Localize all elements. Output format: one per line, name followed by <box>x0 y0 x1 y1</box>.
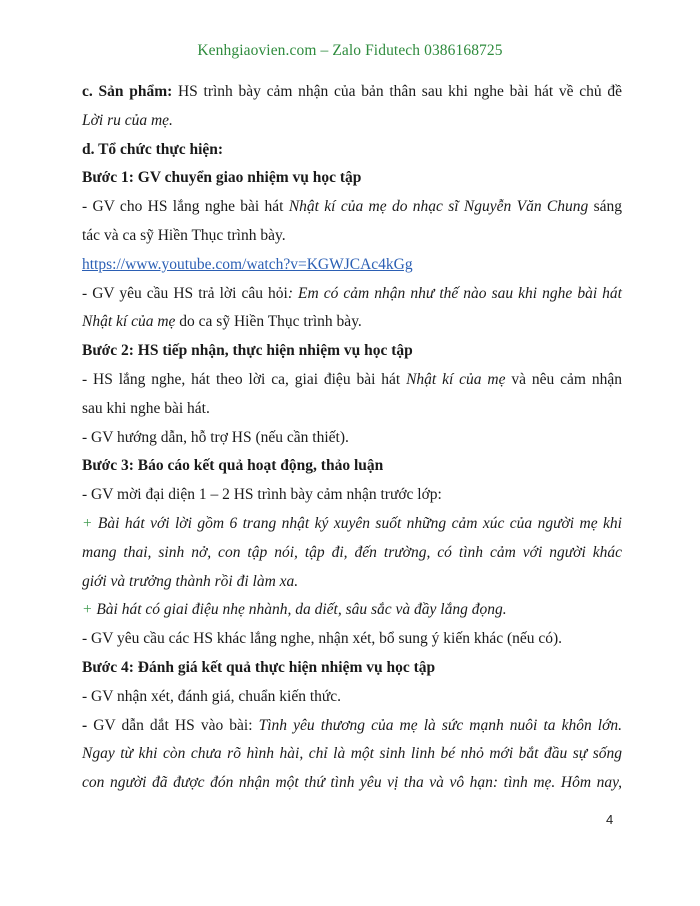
buoc-3-heading: Bước 3: Báo cáo kết quả hoạt động, thảo luận <box>82 457 384 475</box>
bullet-1-line-3: giới và trưởng thành rồi đi làm xa. <box>82 572 299 590</box>
intro-quote: Tình yêu thương của mẹ là sức mạnh nuôi ta khôn lớn. <box>258 716 622 734</box>
buoc-4-heading: Bước 4: Đánh giá kết quả thực hiện nhiệm vụ học tập <box>82 658 436 676</box>
song-title-3: Nhật kí của mẹ <box>406 370 506 388</box>
song-title: Nhật kí của mẹ do nhạc sĩ Nguyễn Văn Chung <box>288 198 589 216</box>
bullet-1-line-1 <box>82 510 622 539</box>
buoc-4-para-2-line-3: con người đã được đón nhận một thứ tình yêu vị tha và vô hạn: tình mẹ. Hôm nay, <box>82 774 622 792</box>
buoc-3-para-2: - GV yêu cầu các HS khác lắng nghe, nhận xét, bổ sung ý kiến khác (nếu có). <box>82 630 563 648</box>
san-pham-topic: Lời ru của mẹ. <box>82 111 173 129</box>
bullet-1-line-2: mang thai, sinh nở, con tập nói, tập đi, đến trường, có tình cảm với người khác <box>82 543 622 561</box>
buoc-4-para-2 <box>82 712 622 741</box>
to-chuc-heading: d. Tổ chức thực hiện: <box>82 140 224 158</box>
buoc-2-para-1-line-2: sau khi nghe bài hát. <box>82 399 210 417</box>
song-title-2: Nhật kí của mẹ <box>82 313 176 331</box>
buoc-3-para-1: - GV mời đại diện 1 – 2 HS trình bày cảm nhận trước lớp: <box>82 486 442 504</box>
bullet-plus: + <box>82 514 98 532</box>
buoc-1-para-2-line-2 <box>82 308 622 337</box>
buoc-1-para-1-line-2: tác và ca sỹ Hiền Thục trình bày. <box>82 226 286 244</box>
page-header <box>0 42 700 60</box>
buoc-1-para-1 <box>82 193 622 222</box>
buoc-2-text-end: và nêu cảm nhận <box>505 370 622 388</box>
header-site: Kenhgiaovien.com <box>197 42 317 59</box>
san-pham-line <box>82 78 622 107</box>
buoc-1-para-2 <box>82 280 622 309</box>
buoc-1-text-end: sáng <box>588 198 622 216</box>
bullet-plus-2: + <box>82 601 97 619</box>
san-pham-line-2 <box>82 107 622 136</box>
buoc-1-heading: Bước 1: GV chuyển giao nhiệm vụ học tập <box>82 169 362 187</box>
page-number: 4 <box>606 812 614 827</box>
buoc-2-para-2: - GV hướng dẫn, hỗ trợ HS (nếu cần thiết). <box>82 428 349 446</box>
dash: - <box>82 716 94 734</box>
bullet-1-text: Bài hát với lời gồm 6 trang nhật ký xuyên suốt những cảm xúc của người mẹ khi <box>97 514 622 532</box>
san-pham-label: c. Sản phẩm: <box>82 83 173 100</box>
intro-text: GV dẫn dắt HS vào bài: <box>93 716 259 734</box>
youtube-link[interactable]: https://www.youtube.com/watch?v=KGWJCAc4kGg <box>82 255 413 273</box>
youtube-link-line <box>82 251 622 280</box>
header-contact: Zalo Fidutech 0386168725 <box>332 42 503 59</box>
buoc-4-para-2-line-2: Ngay từ khi còn chưa rõ hình hài, chỉ là một sinh linh bé nhỏ mới bắt đầu sự sống <box>82 745 622 763</box>
buoc-1-text: - GV cho HS lắng nghe bài hát <box>82 198 289 216</box>
header-separator: – <box>316 42 333 59</box>
question-text: : Em có cảm nhận như thế nào sau khi nghe bài hát <box>287 284 622 302</box>
buoc-2-para-1 <box>82 366 622 395</box>
document-body <box>82 78 622 798</box>
question-tail: do ca sỹ Hiền Thục trình bày. <box>175 313 362 331</box>
bullet-2 <box>82 596 622 625</box>
buoc-2-text: - HS lắng nghe, hát theo lời ca, giai điệu bài hát <box>82 370 407 388</box>
buoc-2-heading: Bước 2: HS tiếp nhận, thực hiện nhiệm vụ học tập <box>82 342 413 360</box>
buoc-4-para-1: - GV nhận xét, đánh giá, chuẩn kiến thức. <box>82 687 342 705</box>
san-pham-text: HS trình bày cảm nhận của bản thân sau khi nghe bài hát về chủ đề <box>172 83 622 100</box>
question-intro: - GV yêu cầu HS trả lời câu hỏi <box>82 284 288 302</box>
bullet-2-text: Bài hát có giai điệu nhẹ nhành, da diết, sâu sắc và đầy lắng đọng. <box>96 601 507 619</box>
